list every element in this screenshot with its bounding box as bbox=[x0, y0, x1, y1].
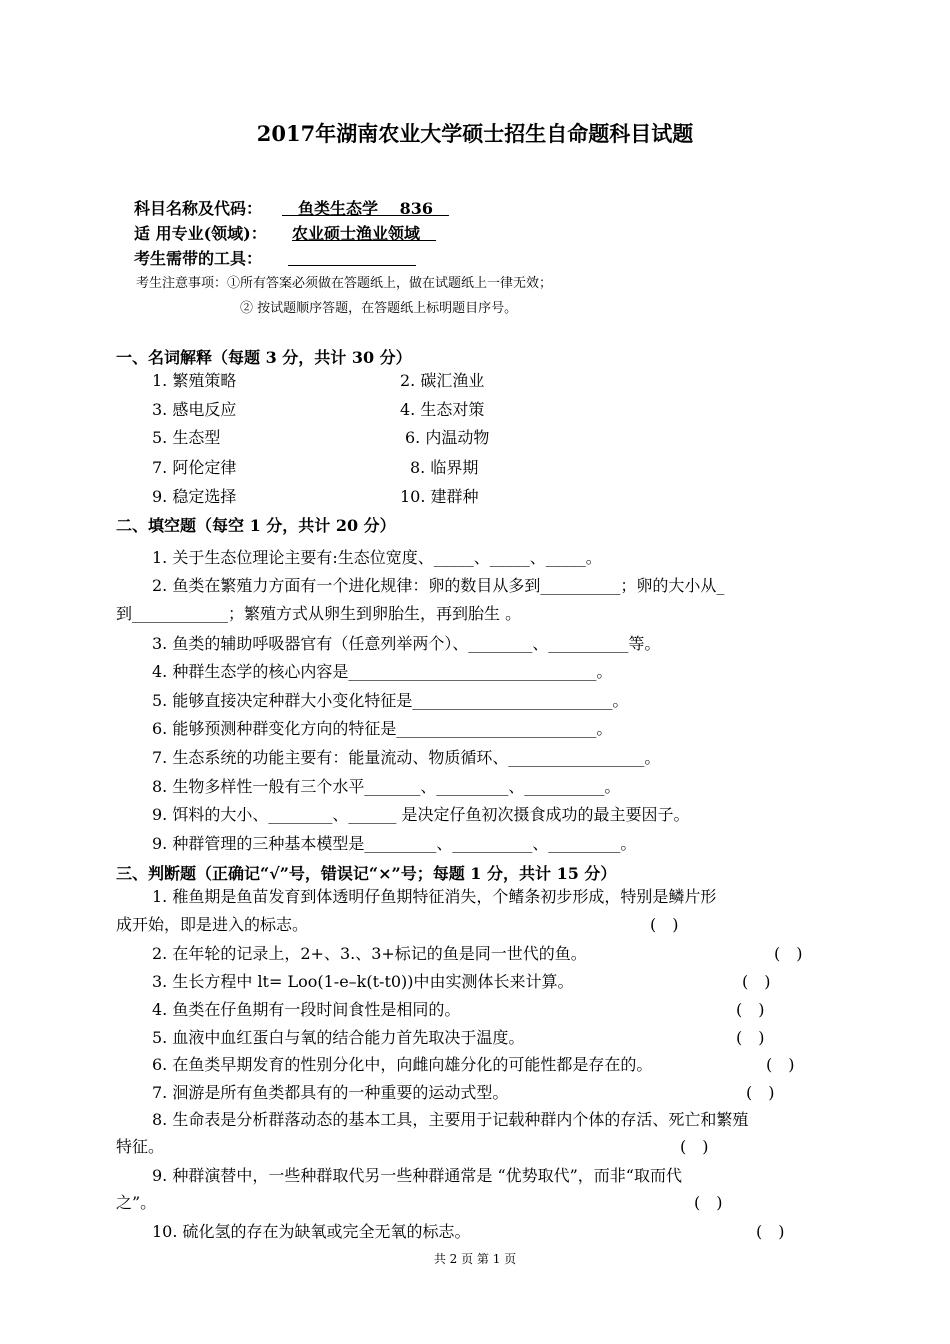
section1-heading: 一、名词解释（每题 3 分，共计 30 分） bbox=[116, 348, 412, 367]
fill-question-cont: 到____________；繁殖方式从卵生到卵胎生，再到胎生 。 bbox=[116, 604, 522, 623]
term-9: 9. 稳定选择 bbox=[152, 487, 237, 506]
answer-bracket: ( ) bbox=[746, 1083, 775, 1102]
notice-1: 考生注意事项：①所有答案必须做在答题纸上，做在试题纸上一律无效； bbox=[136, 276, 553, 291]
answer-bracket: ( ) bbox=[742, 972, 771, 991]
fill-question: 7. 生态系统的功能主要有：能量流动、物质循环、_________________。 bbox=[152, 748, 661, 767]
fill-question: 9. 种群管理的三种基本模型是_________、__________、_________。 bbox=[152, 834, 637, 853]
fill-question: 3. 鱼类的辅助呼吸器官有（任意列举两个）、________、__________等。 bbox=[152, 634, 661, 653]
major-value: 农业硕士渔业领域 bbox=[292, 224, 437, 243]
judge-question: 5. 血液中血红蛋白与氧的结合能力首先取决于温度。 bbox=[152, 1028, 525, 1047]
tools-label: 考生需带的工具： bbox=[134, 249, 263, 268]
judge-question-cont: 成开始，即是进入的标志。 bbox=[116, 915, 309, 934]
term-2: 2. 碳汇渔业 bbox=[400, 371, 485, 390]
judge-question-cont: 特征。 bbox=[116, 1137, 165, 1156]
answer-bracket: ( ) bbox=[694, 1193, 723, 1212]
term-8: 8. 临界期 bbox=[410, 458, 479, 477]
term-4: 4. 生态对策 bbox=[400, 400, 485, 419]
judge-question: 1. 稚鱼期是鱼苗发育到体透明仔鱼期特征消失，个鳍条初步形成，特别是鳞片形 bbox=[152, 887, 717, 906]
major-label: 适 用专业(领域)： bbox=[134, 224, 267, 243]
answer-bracket: ( ) bbox=[736, 1028, 765, 1047]
term-6: 6. 内温动物 bbox=[405, 428, 490, 447]
fill-question: 6. 能够预测种群变化方向的特征是_________________________。 bbox=[152, 719, 613, 738]
page-footer: 共 2 页 第 1 页 bbox=[433, 1252, 517, 1266]
term-5: 5. 生态型 bbox=[152, 428, 221, 447]
section3-heading: 三、判断题（正确记“√”号，错误记“×”号；每题 1 分，共计 15 分） bbox=[116, 864, 617, 883]
judge-question: 3. 生长方程中 lt= Loo(1-e–k(t-t0))中由实测体长来计算。 bbox=[152, 972, 574, 991]
notice-2: ② 按试题顺序答题，在答题纸上标明题目序号。 bbox=[240, 301, 518, 316]
judge-question: 7. 洄游是所有鱼类都具有的一种重要的运动式型。 bbox=[152, 1083, 509, 1102]
answer-bracket: ( ) bbox=[766, 1055, 795, 1074]
judge-question: 10. 硫化氢的存在为缺氧或完全无氧的标志。 bbox=[152, 1222, 471, 1241]
judge-question: 6. 在鱼类早期发育的性别分化中，向雌向雄分化的可能性都是存在的。 bbox=[152, 1055, 653, 1074]
fill-question: 8. 生物多样性一般有三个水平_______、_________、__________。 bbox=[152, 777, 621, 796]
answer-bracket: ( ) bbox=[736, 1000, 765, 1019]
fill-question: 2. 鱼类在繁殖力方面有一个进化规律：卵的数目从多到__________；卵的大小从_ bbox=[152, 576, 725, 595]
answer-bracket: ( ) bbox=[650, 915, 679, 934]
answer-bracket: ( ) bbox=[680, 1137, 709, 1156]
subject-value: 鱼类生态学 836 bbox=[282, 199, 449, 218]
judge-question-cont: 之”。 bbox=[116, 1193, 157, 1212]
term-1: 1. 繁殖策略 bbox=[152, 371, 237, 390]
fill-question: 1. 关于生态位理论主要有:生态位宽度、_____、_____、_____。 bbox=[152, 548, 602, 567]
page-title: 2017年湖南农业大学硕士招生自命题科目试题 bbox=[256, 121, 694, 146]
section2-heading: 二、填空题（每空 1 分，共计 20 分） bbox=[116, 516, 396, 535]
judge-question: 8. 生命表是分析群落动态的基本工具，主要用于记载种群内个体的存活、死亡和繁殖 bbox=[152, 1110, 749, 1129]
fill-question: 5. 能够直接决定种群大小变化特征是_________________________。 bbox=[152, 691, 629, 710]
term-10: 10. 建群种 bbox=[400, 487, 479, 506]
judge-question: 9. 种群演替中，一些种群取代另一些种群通常是 “优势取代”，而非“取而代 bbox=[152, 1166, 682, 1185]
subject-label: 科目名称及代码： bbox=[134, 199, 263, 218]
term-7: 7. 阿伦定律 bbox=[152, 458, 237, 477]
term-3: 3. 感电反应 bbox=[152, 400, 237, 419]
judge-question: 4. 鱼类在仔鱼期有一段时间食性是相同的。 bbox=[152, 1000, 461, 1019]
answer-bracket: ( ) bbox=[774, 944, 803, 963]
fill-question: 4. 种群生态学的核心内容是_______________________________。 bbox=[152, 662, 613, 681]
judge-question: 2. 在年轮的记录上，2+、3.、3+标记的鱼是同一世代的鱼。 bbox=[152, 944, 587, 963]
tools-value bbox=[288, 246, 416, 269]
fill-question: 9. 饵料的大小、________、______ 是决定仔鱼初次摄食成功的最主要因子。 bbox=[152, 805, 690, 824]
answer-bracket: ( ) bbox=[756, 1222, 785, 1241]
